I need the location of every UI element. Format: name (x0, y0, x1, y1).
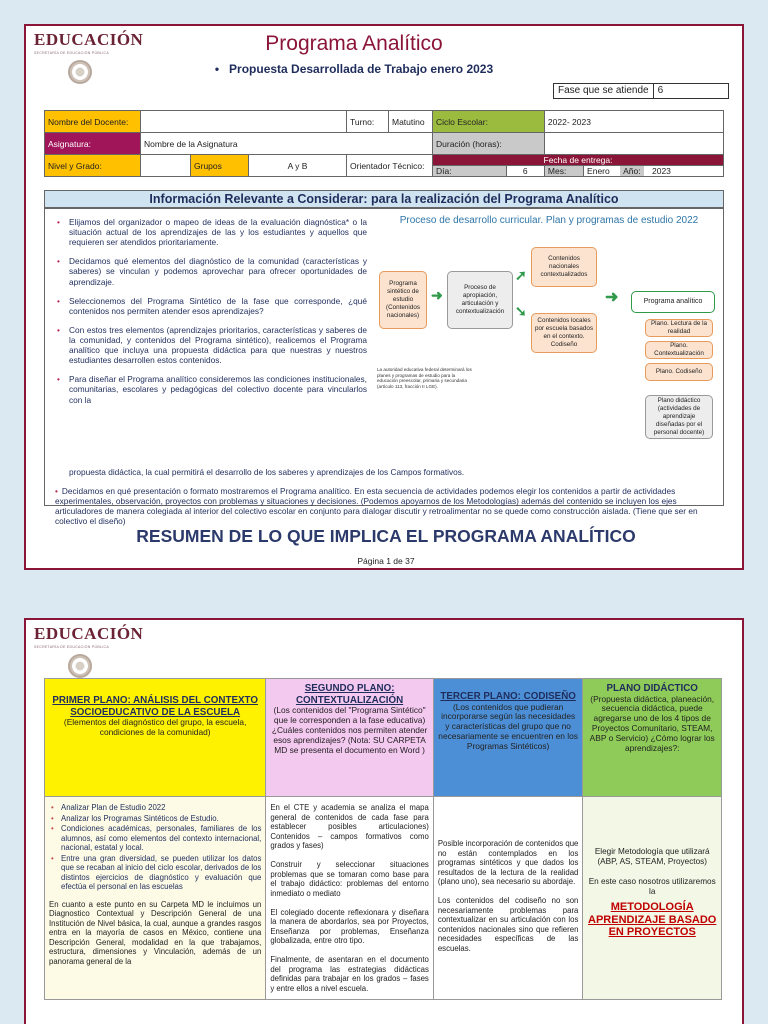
column-body (434, 797, 583, 999)
column-header (45, 679, 265, 797)
column-header (434, 679, 583, 797)
column-title: TERCER PLANO: CODISEÑO (440, 691, 576, 702)
diagram-analitico: Programa analítico (631, 291, 715, 313)
mes-anio (584, 166, 724, 177)
diagram-plano-2: Plano. Contextualización (645, 341, 713, 359)
bullet-item: • Decidamos qué elementos del diagnóstico de la comunidad (características y saberes) se vinculan y podemos aprovechar para ofrecer oportunidades de aprendizaje. (55, 256, 367, 286)
column-title: PLANO DIDÁCTICO (606, 683, 698, 694)
page-1 (24, 24, 744, 570)
column-header (583, 679, 721, 797)
column-header (266, 679, 433, 797)
turno-value[interactable]: Matutino (389, 111, 433, 133)
diagram-note: La autoridad educativa federal determinará los planes y programas de estudio para la educación preescolar, primaria y secundaria (artículo 113, fracción II LGE). (377, 367, 472, 389)
fase-field (553, 83, 729, 99)
docente-field[interactable] (141, 111, 347, 133)
list-item: • Condiciones académicas, personales, familiares de los alumnos, así como elementos del contexto internacional, nacional, estatal y local. (49, 824, 261, 853)
column-tercer-plano (434, 679, 584, 999)
column-paragraph: Los contenidos del codiseño no son necesariamente problemas para contextualizar en su articulación con los contenidos nacionales sino que refieren necesidades específicas de las escuelas. (437, 896, 579, 953)
logo-text: EDUCACIÓN (34, 30, 144, 49)
nivel-label: Nivel y Grado: (45, 155, 141, 177)
column-primer-plano (45, 679, 266, 999)
bullet-continuation: propuesta didáctica, la cual permitirá el desarrollo de los saberes y aprendizajes de los Campos formativos. (69, 467, 465, 477)
arrow-right-icon: ➜ (431, 287, 443, 303)
orientador-label: Orientador Técnico: (347, 155, 433, 177)
info-content (44, 208, 724, 527)
page-subtitle: • Propuesta Desarrollada de Trabajo enero 2023 (214, 62, 494, 76)
asignatura-field[interactable]: Nombre de la Asignatura (141, 133, 433, 155)
bullet-item: • Con estos tres elementos (aprendizajes prioritarios, características y saberes de la comunidad, y contenidos del Programa sintético), realicemos el Programa analítico que incluya una propuesta didáctica para que nuestras y nuestros estudiantes desarrollen estos contenidos. (55, 325, 367, 365)
ciclo-label: Ciclo Escolar: (433, 111, 545, 133)
grupos-value[interactable]: A y B (249, 155, 347, 177)
asignatura-label: Asignatura: (45, 133, 141, 155)
column-paragraph: En el CTE y academia se analiza el mapa general de contenidos de cada fase para establecer posibles articulaciones) Contenidos – campos formativos como grados y fases) (270, 803, 429, 850)
column-desc: (Los contenidos que pudieran incorporarse según las necesidades y características del grupo que no necesariamente se encuentren en los Programas Sintéticos) (438, 701, 578, 752)
planos-table (44, 678, 722, 1000)
info-form-table (44, 110, 724, 177)
list-item: • Analizar Plan de Estudio 2022 (49, 803, 261, 813)
docente-label: Nombre del Docente: (45, 111, 141, 133)
duracion-field[interactable] (544, 133, 723, 155)
page-number: Página 1 de 37 (357, 556, 415, 566)
column-desc: (Elementos del diagnóstico del grupo, la escuela, condiciones de la comunidad) (63, 717, 247, 737)
turno-label: Turno: (347, 111, 389, 133)
column-paragraph: Finalmente, de asentaran en el documento del programa las estrategias didácticas definidas para trabajar en los grados – fases y entre ellos a nivel escuela. (270, 955, 429, 993)
arrow-right-icon: ➜ (605, 289, 619, 306)
sep-logo (34, 30, 144, 84)
sep-logo (34, 624, 144, 678)
column-body (583, 797, 721, 999)
bullet-list (49, 803, 261, 892)
column-paragraph: Elegir Metodología que utilizará (ABP, AS, STEAM, Proyectos) (594, 847, 710, 866)
bullet-item: • Para diseñar el Programa analítico consideremos las condiciones institucionales, comunitarias, escolares y pedagógicas del colectivo docente para vincularlos con la (55, 374, 367, 404)
logo-subtext: SECRETARÍA DE EDUCACIÓN PÚBLICA (34, 51, 109, 55)
fecha-label: Fecha de entrega: (433, 155, 724, 166)
column-paragraph: En este caso nosotros utilizaremos la (588, 877, 716, 896)
list-item: • Entre una gran diversidad, se pueden utilizar los datos que se recaban al inicio del ciclo escolar, derivados de los distintos ejercicios de diagnóstico y evaluación que efectúa el personal en las escuelas (49, 854, 261, 892)
column-desc: (Los contenidos del "Programa Sintético" que le corresponden a la fase educativa) ¿Cuáles contenidos nos permiten atender esos aprendizajes? (Nota: SU CARPETA MD se presenta el documento en Word ) (271, 705, 428, 755)
column-body (266, 797, 433, 999)
column-title: SEGUNDO PLANO: CONTEXTUALIZACIÓN (295, 683, 404, 706)
column-segundo-plano (266, 679, 434, 999)
column-plano-didactico (583, 679, 721, 999)
bullet-list (55, 217, 367, 405)
dia-value[interactable]: 6 (506, 166, 544, 177)
logo-text: EDUCACIÓN (34, 624, 144, 643)
column-paragraph: Construir y seleccionar situaciones problemas que se tomaran como base para el trabajo didáctico: problemas del entorno inmediato o mediato (270, 860, 429, 898)
column-paragraph: El colegiado docente reflexionara y diseñara la manera de abordarlos, sea por Proyectos, Enseñanza por problemas, Enseñanza globalizada, entre otro tipo. (270, 907, 429, 945)
title-block (166, 32, 542, 76)
nivel-field[interactable] (141, 155, 191, 177)
mes-value[interactable]: Enero (587, 166, 610, 176)
diagram-proceso: Proceso de apropiación, articulación y contextualización (447, 271, 513, 329)
diagram-title: Proceso de desarrollo curricular. Plan y programas de estudio 2022 (399, 215, 699, 226)
ciclo-value[interactable]: 2022- 2023 (544, 111, 723, 133)
column-body (45, 797, 265, 999)
page-2 (24, 618, 744, 1024)
arrow-down-right-icon: ➘ (515, 303, 527, 319)
column-paragraph: Posible incorporación de contenidos que no están contemplados en los programas sintéticos y que dados los resultados de la lectura de la realidad (plano uno), sea necesario su abordaje. (437, 839, 579, 886)
diagram-locales: Contenidos locales por escuela basados en el contexto. Codiseño (531, 313, 597, 353)
duracion-label: Duración (horas): (433, 133, 545, 155)
grupos-label: Grupos (191, 155, 249, 177)
column-desc: (Propuesta didáctica, planeación, secuencia didáctica, puede agregarse uno de los 4 tipos de Proyectos Comunitario, STEAM, ABP o Servicio) ¿Cómo lograr los aprendizajes?: (589, 693, 715, 754)
mes-label: Mes: (544, 166, 583, 177)
arrow-up-right-icon: ➚ (515, 267, 527, 283)
page-title: Programa Analítico (265, 32, 443, 55)
bullet-item: • Elijamos del organizador o mapeo de ideas de la evaluación diagnóstica* o la situación actual de los aprendizajes de las y los estudiantes y aquellos que requieren ser atendidos prioritariamente. (55, 217, 367, 247)
anio-value[interactable]: 2023 (651, 166, 671, 176)
diagram-plano-3: Plano. Codiseño (645, 363, 713, 381)
national-seal-icon (68, 654, 92, 678)
fase-label: Fase que se atiende (558, 85, 649, 96)
bullet-item-wide: • Decidamos en qué presentación o formato mostraremos el Programa analítico. En esta secuencia de actividades podemos elegir los contenidos a partir de actividades experimentales, observación, proyectos con problemas y situaciones y decisiones. (Podemos apoyarnos de los Metodologías) además del contenido se incluyen los ejes articuladores de manera colegiada al interior del colectivo escolar en conjunto para dialogar discutir y retroalimentar no se quede como construcción aislada. (Tiene que ser en colectivo el diseño) (55, 486, 698, 527)
info-banner: Información Relevante a Considerar: para la realización del Programa Analítico (44, 190, 724, 208)
anio-label: Año: (620, 166, 644, 176)
curriculum-diagram (375, 215, 723, 445)
diagram-plano-1: Plano. Lectura de la realidad (645, 319, 713, 337)
diagram-didactico: Plano didáctico (actividades de aprendizaje diseñadas por el personal docente) (645, 395, 713, 439)
diagram-nacionales: Contenidos nacionales contextualizados (531, 247, 597, 287)
bullet-item: • Seleccionemos del Programa Sintético de la fase que corresponde, ¿qué contenidos nos permiten atender esos aprendizajes? (55, 296, 367, 316)
logo-subtext: SECRETARÍA DE EDUCACIÓN PÚBLICA (34, 645, 109, 649)
diagram-sintetico: Programa sintético de estudio (Contenidos nacionales) (379, 271, 427, 329)
national-seal-icon (68, 60, 92, 84)
resumen-heading: RESUMEN DE LO QUE IMPLICA EL PROGRAMA ANALÍTICO (136, 526, 636, 546)
metodologia-highlight: METODOLOGÍA APRENDIZAJE BASADO EN PROYECTOS (588, 901, 717, 939)
fase-value[interactable]: 6 (653, 84, 728, 98)
dia-label: Día: (433, 166, 507, 177)
column-paragraph: En cuanto a este punto en su Carpeta MD le incluimos un Diagnostico Contextual y Descripción General de una Institución de Nivel básica, la cual, aunque a grandes rasgos entra en la mayoría de casos en México, contiene una Descripción General, modalidad en la que trabajamos, estructura, dimensiones y Vinculación, además de un panorama general de la (49, 899, 262, 966)
column-title: PRIMER PLANO: ANÁLISIS DEL CONTEXTO SOCIOEDUCATIVO DE LA ESCUELA (52, 695, 258, 718)
list-item: • Analizar los Programas Sintéticos de Estudio. (49, 814, 261, 824)
